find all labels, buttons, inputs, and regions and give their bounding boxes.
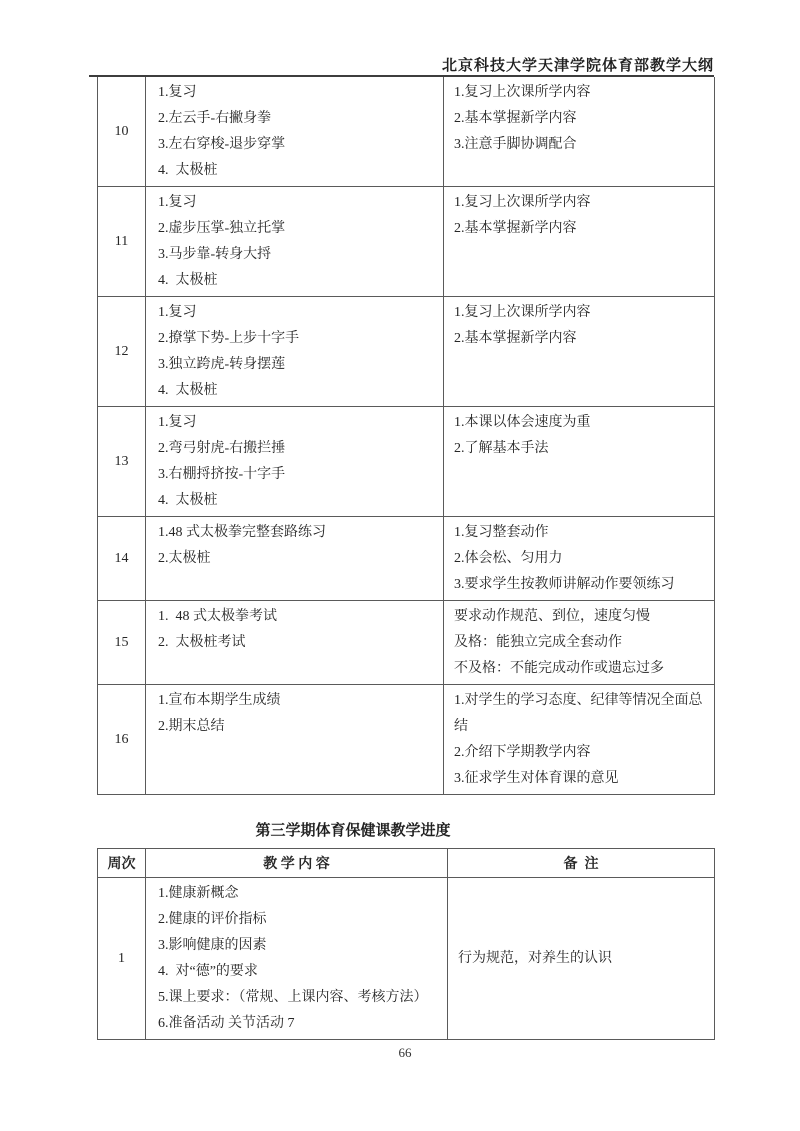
content-line: 4. 对“德”的要求 (158, 964, 258, 979)
week-cell: 10 (98, 77, 146, 187)
table-row (98, 187, 715, 297)
table-row (98, 878, 715, 1040)
content-line: 1.复习 (158, 85, 197, 100)
week-cell: 16 (98, 685, 146, 795)
table-header-row (98, 849, 715, 878)
content-line: 3.右棚捋挤按-十字手 (158, 467, 286, 482)
content-line: 3.独立跨虎-转身摆莲 (158, 357, 286, 372)
note-line: 1.复习上次课所学内容 (454, 195, 591, 210)
notes-cell (444, 77, 715, 187)
week-cell: 1 (98, 878, 146, 1040)
content-line: 2.左云手-右撇身拳 (158, 111, 272, 126)
note-line: 2.体会松、匀用力 (454, 551, 563, 566)
content-line: 4. 太极桩 (158, 273, 218, 288)
note-line: 3.征求学生对体育课的意见 (454, 771, 619, 786)
content-line: 2.太极桩 (158, 551, 211, 566)
content-line: 1. 48 式太极拳考试 (158, 609, 277, 624)
week-cell: 14 (98, 517, 146, 601)
note-line: 2.基本掌握新学内容 (454, 331, 577, 346)
content-cell (146, 77, 444, 187)
note-line: 行为规范，对养生的认识 (458, 951, 612, 966)
doc-header-title: 北京科技大学天津学院体育部教学大纲 (441, 58, 714, 74)
content-cell (146, 601, 444, 685)
table-row (98, 407, 715, 517)
table-row (98, 601, 715, 685)
notes-cell (444, 601, 715, 685)
week-cell: 15 (98, 601, 146, 685)
content-line: 4. 太极桩 (158, 383, 218, 398)
content-line: 2.健康的评价指标 (158, 912, 267, 927)
content-line: 2.弯弓射虎-右搬拦捶 (158, 441, 286, 456)
content-line: 1.健康新概念 (158, 886, 239, 901)
note-line: 1.复习整套动作 (454, 525, 549, 540)
col-header-week: 周次 (98, 849, 146, 878)
note-line: 2.介绍下学期教学内容 (454, 745, 591, 760)
content-line: 1.宣布本期学生成绩 (158, 693, 281, 708)
week-cell: 12 (98, 297, 146, 407)
note-line: 2.基本掌握新学内容 (454, 111, 577, 126)
notes-cell (444, 685, 715, 795)
content-line: 6.准备活动 关节活动 7 (158, 1016, 295, 1031)
content-line: 3.马步靠-转身大捋 (158, 247, 272, 262)
notes-cell (444, 407, 715, 517)
notes-cell (444, 517, 715, 601)
table-row (98, 517, 715, 601)
notes-cell (444, 187, 715, 297)
content-line: 1.复习 (158, 195, 197, 210)
content-line: 4. 太极桩 (158, 493, 218, 508)
content-line: 1.复习 (158, 415, 197, 430)
note-line: 不及格：不能完成动作或遗忘过多 (454, 661, 664, 676)
note-line: 1.本课以体会速度为重 (454, 415, 591, 430)
content-cell (146, 187, 444, 297)
content-cell (146, 407, 444, 517)
week-cell: 11 (98, 187, 146, 297)
content-line: 1.复习 (158, 305, 197, 320)
content-line: 2.撩掌下势-上步十字手 (158, 331, 300, 346)
note-line: 1.复习上次课所学内容 (454, 305, 591, 320)
table-row (98, 297, 715, 407)
content-cell (146, 297, 444, 407)
notes-cell (448, 878, 715, 1040)
content-cell (146, 878, 448, 1040)
note-line: 2.基本掌握新学内容 (454, 221, 577, 236)
col-header-content: 教 学 内 容 (146, 849, 448, 878)
content-cell (146, 685, 444, 795)
note-line: 要求动作规范、到位，速度匀慢 (454, 609, 650, 624)
health-schedule-table (97, 848, 715, 1040)
section-title: 第三学期体育保健课教学进度 (255, 823, 451, 839)
notes-cell (444, 297, 715, 407)
note-line: 3.注意手脚协调配合 (454, 137, 577, 152)
content-line: 3.左右穿梭-退步穿掌 (158, 137, 286, 152)
table-row (98, 77, 715, 187)
content-cell (146, 517, 444, 601)
note-line: 2.了解基本手法 (454, 441, 549, 456)
note-line: 3.要求学生按教师讲解动作要领练习 (454, 577, 675, 592)
content-line: 4. 太极桩 (158, 163, 218, 178)
col-header-notes: 备 注 (448, 849, 715, 878)
taiji-schedule-table (97, 77, 715, 795)
content-line: 2. 太极桩考试 (158, 635, 246, 650)
note-line: 1.复习上次课所学内容 (454, 85, 591, 100)
table-row (98, 685, 715, 795)
content-line: 3.影响健康的因素 (158, 938, 267, 953)
page-number: 66 (398, 1045, 412, 1060)
week-cell: 13 (98, 407, 146, 517)
content-line: 2.虚步压掌-独立托掌 (158, 221, 286, 236)
note-line: 1.对学生的学习态度、纪律等情况全面总结 (454, 693, 703, 734)
content-line: 1.48 式太极拳完整套路练习 (158, 525, 326, 540)
content-line: 2.期末总结 (158, 719, 225, 734)
note-line: 及格：能独立完成全套动作 (454, 635, 622, 650)
content-line: 5.课上要求：（常规、上课内容、考核方法） (158, 990, 428, 1005)
